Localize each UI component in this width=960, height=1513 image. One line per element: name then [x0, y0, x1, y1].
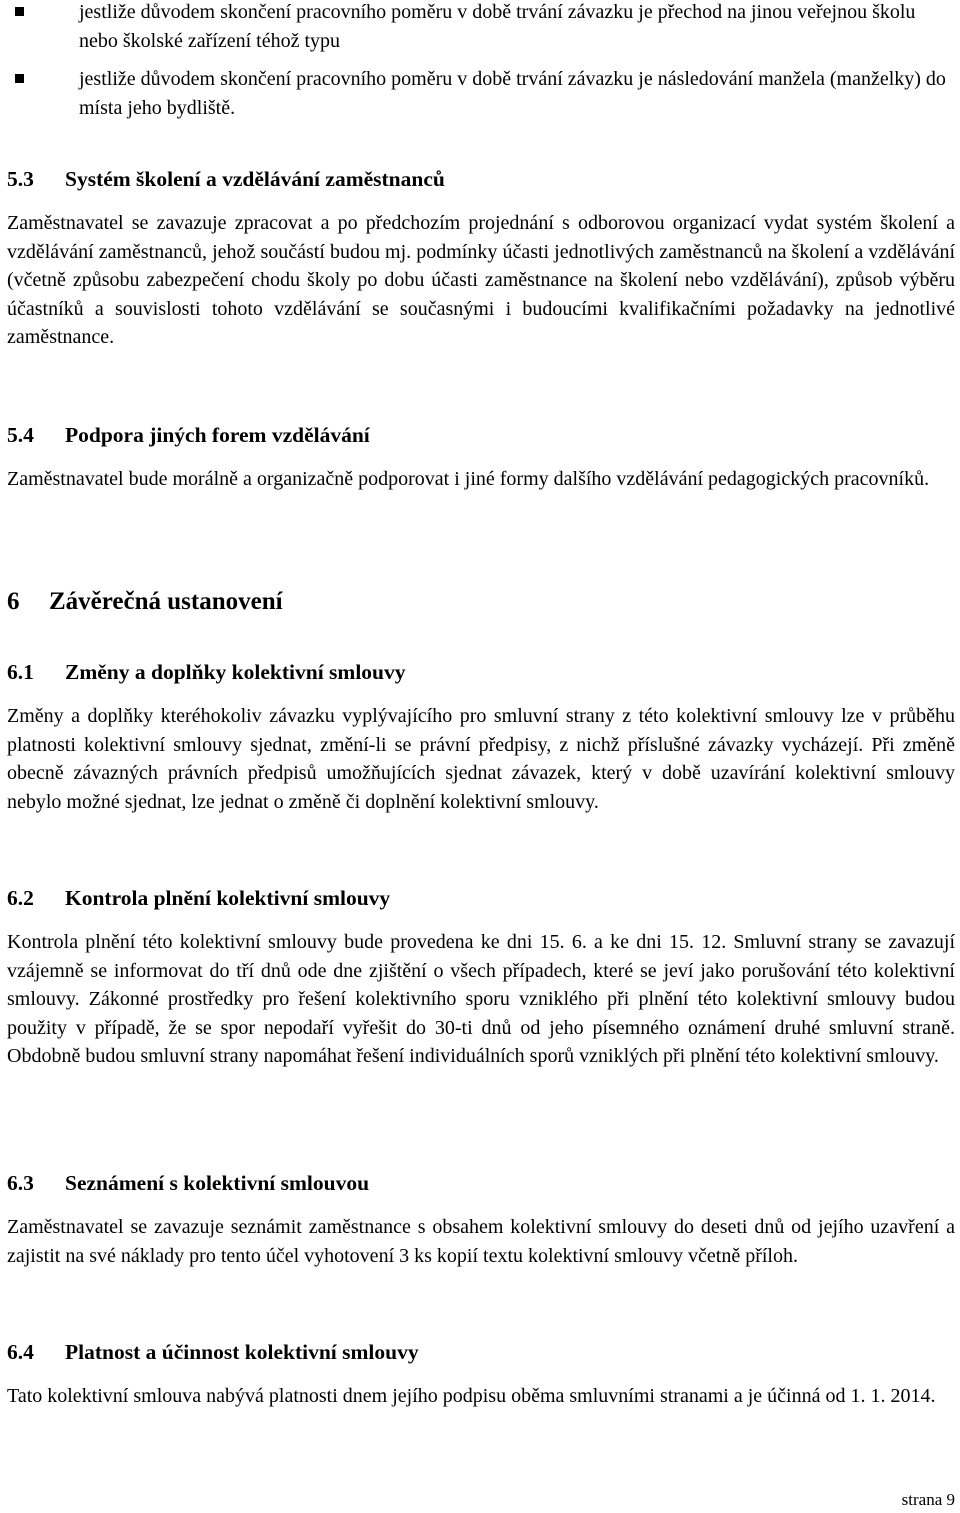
- section-title: Systém školení a vzdělávání zaměstnanců: [65, 167, 445, 191]
- section-title: Změny a doplňky kolektivní smlouvy: [65, 660, 406, 684]
- section-paragraph: Tato kolektivní smlouva nabývá platnosti dnem jejího podpisu oběma smluvními stranami a je účinná od 1. 1. 2014.: [7, 1385, 936, 1407]
- section-6-3: [7, 1168, 955, 1270]
- section-number: 6.1: [7, 660, 34, 684]
- document-page: [7, 0, 955, 1407]
- list-item: [7, 0, 955, 56]
- square-bullet-icon: [15, 74, 24, 83]
- section-paragraph: Zaměstnavatel se zavazuje seznámit zaměstnance s obsahem kolektivní smlouvy do deseti dnů od jejího uzavření a zajistit na své náklady pro tento účel vyhotovení 3 ks kopií textu kolektivní smlouvy včetně příloh.: [7, 1216, 955, 1267]
- section-heading: [7, 164, 955, 194]
- square-bullet-icon: [15, 7, 24, 16]
- chapter-heading: [7, 585, 955, 619]
- chapter-number: 6: [7, 588, 20, 615]
- section-5-4: [7, 420, 955, 494]
- chapter-6: [7, 585, 955, 619]
- section-paragraph: Zaměstnavatel bude morálně a organizačně podporovat i jiné formy dalšího vzdělávání pedagogických pracovníků.: [7, 468, 930, 490]
- section-heading: [7, 1168, 955, 1198]
- section-6-4: [7, 1337, 955, 1411]
- section-heading: [7, 1337, 955, 1367]
- section-heading: [7, 657, 955, 687]
- section-5-3: [7, 164, 955, 352]
- section-number: 5.4: [7, 423, 34, 447]
- section-number: 6.3: [7, 1171, 34, 1195]
- chapter-title: Závěrečná ustanovení: [49, 588, 283, 615]
- section-number: 6.4: [7, 1340, 34, 1364]
- section-title: Platnost a účinnost kolektivní smlouvy: [65, 1340, 419, 1364]
- section-number: 5.3: [7, 167, 34, 191]
- page-number: strana 9: [901, 1490, 955, 1509]
- section-number: 6.2: [7, 886, 34, 910]
- bullet-text: jestliže důvodem skončení pracovního poměru v době trvání závazku je přechod na jinou veřejnou školu nebo školské zařízení téhož typu: [79, 1, 916, 52]
- section-title: Seznámení s kolektivní smlouvou: [65, 1171, 370, 1195]
- section-paragraph: Kontrola plnění této kolektivní smlouvy bude provedena ke dni 15. 6. a ke dni 15. 12. Smluvní strany se zavazují vzájemně se informovat do tří dnů ode dne zjištění o všech případech, které se jeví jako porušování této kolektivní smlouvy. Zákonné prostředky pro řešení kolektivního sporu vzniklého při plnění této kolektivní smlouvy budou použity v případě, že se spor nepodaří vyřešit do 30-ti dnů od jeho písemného oznámení druhé smluvní straně. Obdobně budou smluvní strany napomáhat řešení individuálních sporů vzniklých při plnění této kolektivní smlouvy.: [7, 931, 955, 1068]
- bullet-list: [7, 0, 955, 123]
- section-6-1: [7, 657, 955, 816]
- section-title: Kontrola plnění kolektivní smlouvy: [65, 886, 391, 910]
- section-title: Podpora jiných forem vzdělávání: [65, 423, 370, 447]
- list-item: [7, 65, 955, 123]
- bullet-text: jestliže důvodem skončení pracovního poměru v době trvání závazku je následování manžela (manželky) do místa jeho bydliště.: [79, 68, 946, 119]
- section-paragraph: Změny a doplňky kteréhokoliv závazku vyplývajícího pro smluvní strany z této kolektivní smlouvy lze v průběhu platnosti kolektivní smlouvy sjednat, změní-li se právní předpisy, z nichž příslušné závazky vycházejí. Při změně obecně závazných právních předpisů umožňujících sjednat závazek, který v době uzavírání kolektivní smlouvy nebylo možné sjednat, lze jednat o změně či doplnění kolektivní smlouvy.: [7, 705, 955, 813]
- section-6-2: [7, 883, 955, 1071]
- section-heading: [7, 883, 955, 913]
- section-heading: [7, 420, 955, 450]
- section-paragraph: Zaměstnavatel se zavazuje zpracovat a po předchozím projednání s odborovou organizací vydat systém školení a vzdělávání zaměstnanců, jehož součástí budou mj. podmínky účasti jednotlivých zaměstnanců na školení a vzdělávání (včetně způsobu zabezpečení chodu školy po dobu účasti zaměstnance na školení nebo vzdělávání), způsob výběru účastníků a souvislosti tohoto vzdělávání se současnými i budoucími kvalifikačními požadavky na jednotlivé zaměstnance.: [7, 212, 955, 349]
